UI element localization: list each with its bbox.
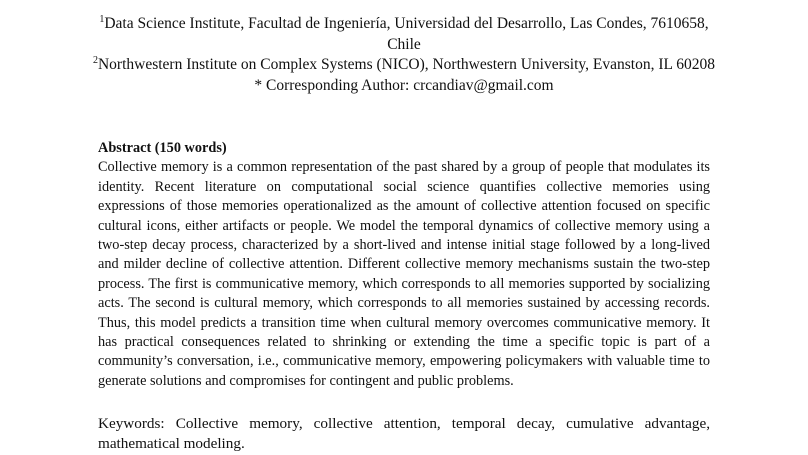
affiliations-block — [92, 14, 716, 96]
abstract-section — [98, 139, 710, 391]
affiliation-1 — [92, 14, 716, 55]
affiliation-1-marker: 1 — [99, 13, 105, 25]
affiliation-2 — [92, 55, 716, 76]
affiliation-2-marker: 2 — [92, 54, 98, 66]
affiliation-2-text: Northwestern Institute on Complex Systems (NICO), Northwestern University, Evanston, IL 60208 — [97, 56, 716, 73]
affiliation-1-text: Data Science Institute, Facultad de Ingeniería, Universidad del Desarrollo, Las Condes, 7610658, Chile — [104, 15, 709, 53]
abstract-text: Collective memory is a common representation of the past shared by a group of people that modulates its identity. Recent literature on computational social science quantifies collective memories using expressions of those memories operationalized as the amount of collective attention focused on specific cultural icons, either artifacts or people. We model the temporal dynamics of collective memory using a two-step decay process, characterized by a short-lived and intense initial stage followed by a long-lived and milder decline of collective attention. Different collective memory mechanisms sustain the two-step process. The first is communicative memory, which corresponds to all memories supported by socializing acts. The second is cultural memory, which corresponds to all memories sustained by accessing records. Thus, this model predicts a transition time when cultural memory overcomes communicative memory. It has practical consequences related to shrinking or extending the time a specific topic is part of a community’s conversation, i.e., communicative memory, empowering policymakers with valuable time to generate solutions and compromises for contingent and public problems. — [98, 159, 710, 389]
keywords: Keywords: Collective memory, collective attention, temporal decay, cumulative advantage, mathematical modeling. — [98, 415, 710, 452]
corresponding-author: * Corresponding Author: crcandiav@gmail.com — [254, 76, 554, 94]
abstract-title: Abstract (150 words) — [98, 140, 227, 156]
